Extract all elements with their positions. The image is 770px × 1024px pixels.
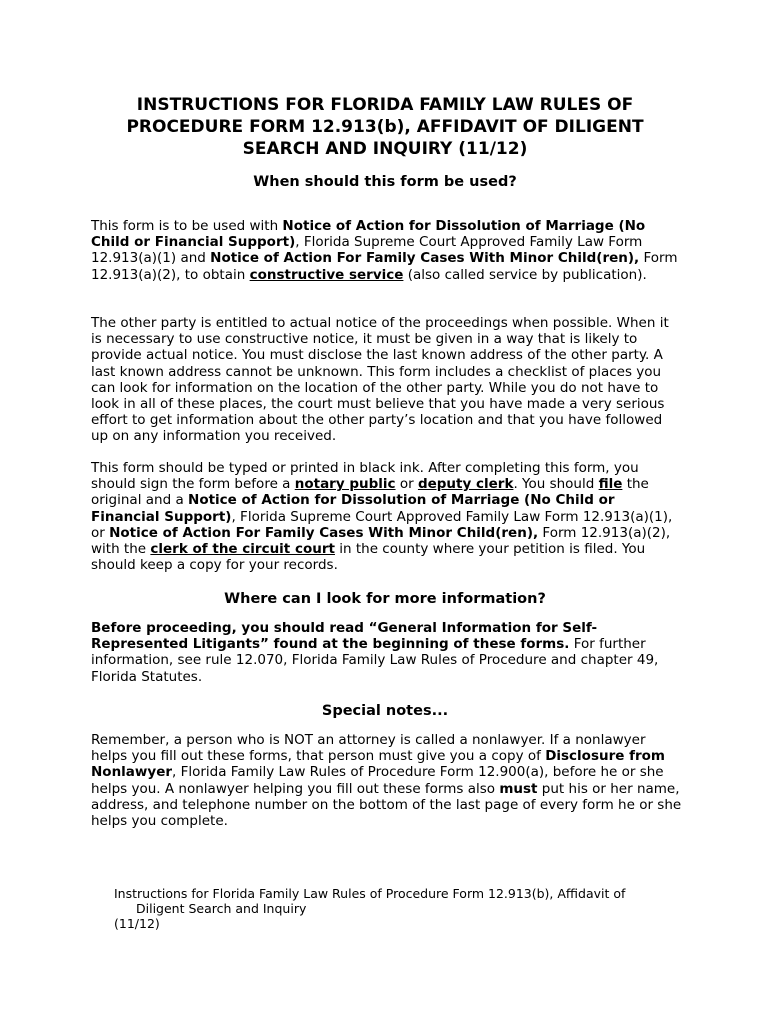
- paragraph-special-notes: Remember, a person who is NOT an attorney is called a nonlawyer. If a nonlawyer helps you fill out these forms, that person must give you a copy of Disclosure from Nonlawyer, Florida Family Law Rules of Procedure Form 12.900(a), before he or she helps you. A nonlawyer helping you fill out these forms also must put his or her name, address, and telephone number on the bottom of the last page of every form he or she helps you complete.: [91, 732, 682, 830]
- paragraph-more-info: Before proceeding, you should read “General Information for Self-Represented Litigants” found at the beginning of these forms. For further information, see rule 12.070, Florida Family Law Rules of Procedure and chapter 49, Florida Statutes.: [91, 620, 659, 685]
- clerk-of-circuit-court-term: clerk of the circuit court: [150, 541, 335, 558]
- paragraph-actual-notice: The other party is entitled to actual notice of the proceedings when possible. When it is necessary to use constructive notice, it must be given in a way that is likely to provide actual notice. You must disclose the last known address of the other party. A last known address cannot be unknown. This form includes a checklist of places you can look for information on the location of the other party. While you do not have to look in all of these places, the court must believe that you have made a very serious effort to get information about the other party’s location and that you have followed up on any information you received.: [91, 315, 669, 445]
- deputy-clerk-term: deputy clerk: [417, 476, 514, 493]
- notary-public-term: notary public: [294, 476, 396, 493]
- paragraph-filing: This form should be typed or printed in black ink. After completing this form, you should sign the form before a notary public or deputy clerk. You should file the original and a Notice of Action for Dissolution of Marriage (No Child or Financial Support), Florida Supreme Court Approved Family Law Form 12.913(a)(1), or Notice of Action For Family Cases With Minor Child(ren), Form 12.913(a)(2), with the clerk of the circuit court in the county where your petition is filed. You should keep a copy for your records.: [91, 460, 673, 574]
- file-term: file: [598, 476, 623, 493]
- footer-line-2: Diligent Search and Inquiry: [136, 901, 307, 916]
- section-heading-when: When should this form be used?: [253, 174, 517, 190]
- footer-line-1: Instructions for Florida Family Law Rules of Procedure Form 12.913(b), Affidavit of: [114, 886, 626, 901]
- section-heading-more-info: Where can I look for more information?: [224, 591, 546, 607]
- paragraph-form-usage: This form is to be used with Notice of Action for Dissolution of Marriage (No Child or Financial Support), Florida Supreme Court Approved Family Law Form 12.913(a)(1) and Notice of Action For Family Cases With Minor Child(ren), Form 12.913(a)(2), to obtain constructive service (also called service by publication).: [91, 218, 678, 283]
- page-title: INSTRUCTIONS FOR FLORIDA FAMILY LAW RULES OF PROCEDURE FORM 12.913(b), AFFIDAVIT OF DILIGENT SEARCH AND INQUIRY (11/12): [126, 95, 644, 159]
- constructive-service-term: constructive service: [249, 266, 404, 283]
- footer-line-3: (11/12): [114, 916, 160, 931]
- page-footer: [114, 886, 674, 931]
- section-heading-special-notes: Special notes...: [321, 703, 449, 719]
